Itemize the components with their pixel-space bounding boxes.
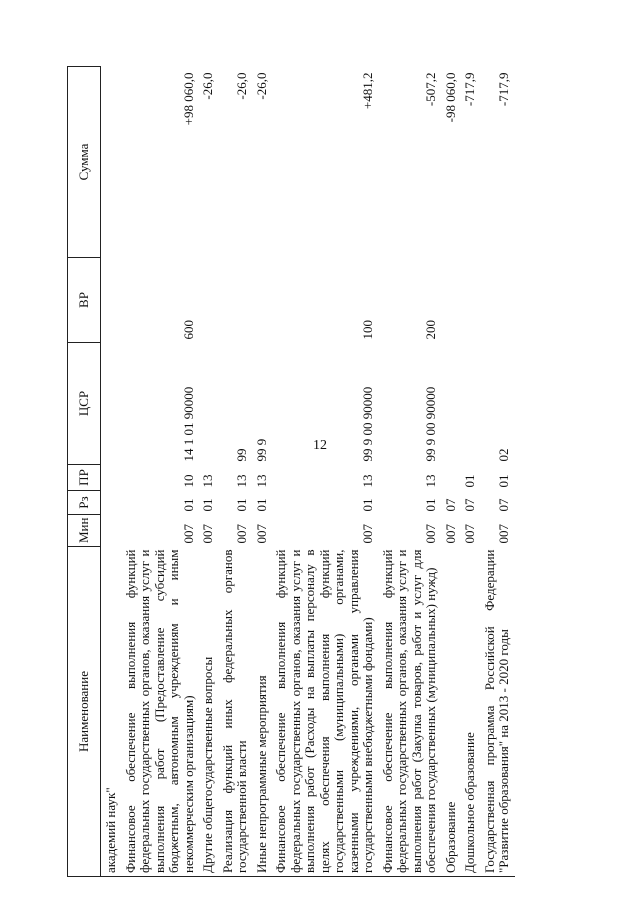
row-vr xyxy=(199,258,219,343)
row-name: Реализация функций иных федеральных органов государственной власти xyxy=(219,547,253,877)
header-sum: Сумма xyxy=(68,67,101,258)
header-row xyxy=(68,67,101,877)
rotated-budget-table xyxy=(67,67,597,877)
header-pr: ПР xyxy=(68,465,101,491)
row-sum: -717,9 xyxy=(496,72,511,107)
row-vr: 600 xyxy=(180,320,196,340)
row-sum: -26,0 xyxy=(234,72,249,100)
table-row xyxy=(379,67,442,877)
row-vr xyxy=(442,258,462,343)
row-sum: -98 060,0 xyxy=(442,72,458,123)
budget-table xyxy=(67,66,515,877)
header-vr: ВР xyxy=(68,258,101,343)
row-csr: 99 9 xyxy=(253,438,269,462)
row-vr: 200 xyxy=(423,320,438,340)
row-sum: +481,2 xyxy=(360,72,375,110)
row-sum: +98 060,0 xyxy=(180,72,196,126)
row-min: 007 xyxy=(253,524,269,544)
row-vr xyxy=(101,258,122,343)
row-sum: -717,9 xyxy=(462,72,477,107)
header-csr: ЦСР xyxy=(68,343,101,465)
row-csr: 02 xyxy=(496,448,511,462)
row-rz: 07 xyxy=(442,498,458,512)
row-vr: 100 xyxy=(360,320,375,340)
row-name: Другие общегосударственные вопросы xyxy=(199,547,219,877)
row-min: 007 xyxy=(200,524,215,544)
row-pr: 13 xyxy=(253,474,269,488)
row-name: Государственная программа Российской Федерации "Развитие образования" на 2013 - 2020 годы xyxy=(481,547,515,877)
row-csr: 99 xyxy=(234,448,249,462)
row-pr: 13 xyxy=(360,474,375,488)
row-min: 007 xyxy=(360,524,375,544)
row-rz: 01 xyxy=(253,498,269,512)
row-sum: -507,2 xyxy=(423,72,438,107)
table-row xyxy=(481,67,515,877)
row-pr: 01 xyxy=(462,474,477,488)
row-min: 007 xyxy=(180,524,196,544)
row-name: Иные непрограммные мероприятия xyxy=(253,547,273,877)
row-pr: 13 xyxy=(200,474,215,488)
header-min: Мин xyxy=(68,515,101,547)
row-pr: 13 xyxy=(234,474,249,488)
row-vr xyxy=(253,258,273,343)
row-name: Финансовое обеспечение выполнения функций федеральных государственных органов, оказания услуг и выполнения работ (Расходы на выплаты персоналу в целях обеспечения выполнения функций государственными (муниципальными) органами, казенными учреждениями, органами управления государственными внебюджетными фондами) xyxy=(272,547,379,877)
row-csr: 14 1 01 90000 xyxy=(180,386,196,462)
row-rz: 01 xyxy=(234,498,249,512)
row-rz: 01 xyxy=(180,498,196,512)
row-vr xyxy=(461,258,481,343)
row-min xyxy=(101,515,122,547)
row-min: 007 xyxy=(442,524,458,544)
row-rz: 01 xyxy=(423,498,438,512)
row-csr: 99 9 00 90000 xyxy=(360,386,375,462)
row-csr xyxy=(461,343,481,465)
row-name: Финансовое обеспечение выполнения функций федеральных государственных органов, оказания услуг и выполнения работ (Предоставление субсидий бюджетным, автономным учреждениям и иным некоммерческим организациям) xyxy=(122,547,200,877)
row-pr: 10 xyxy=(180,474,196,488)
table-row xyxy=(101,67,122,877)
header-rz: Рз xyxy=(68,491,101,515)
table-row xyxy=(272,67,379,877)
row-csr xyxy=(199,343,219,465)
row-name: Финансовое обеспечение выполнения функций федеральных государственных органов, оказания услуг и выполнения работ (Закупка товаров, работ и услуг для обеспечения государственных (муниципальных) нужд) xyxy=(379,547,442,877)
table-row xyxy=(122,67,200,877)
row-csr xyxy=(101,343,122,465)
table-row xyxy=(461,67,481,877)
row-name: академий наук" xyxy=(101,547,122,877)
row-min: 007 xyxy=(234,524,249,544)
row-min: 007 xyxy=(496,524,511,544)
row-sum: -26,0 xyxy=(200,72,215,100)
row-csr: 99 9 00 90000 xyxy=(423,386,438,462)
row-pr xyxy=(101,465,122,491)
row-vr xyxy=(481,258,515,343)
table-row xyxy=(253,67,273,877)
row-sum xyxy=(101,67,122,258)
row-name: Дошкольное образование xyxy=(461,547,481,877)
table-row xyxy=(199,67,219,877)
row-csr xyxy=(442,343,462,465)
row-rz: 01 xyxy=(360,498,375,512)
row-rz: 07 xyxy=(462,498,477,512)
row-rz xyxy=(101,491,122,515)
row-vr xyxy=(219,258,253,343)
row-sum: -26,0 xyxy=(253,72,269,100)
table-row xyxy=(442,67,462,877)
header-name: Наименование xyxy=(68,547,101,877)
row-min: 007 xyxy=(462,524,477,544)
table-row xyxy=(219,67,253,877)
row-pr: 13 xyxy=(423,474,438,488)
row-pr xyxy=(442,465,462,491)
row-name: Образование xyxy=(442,547,462,877)
row-pr: 01 xyxy=(496,474,511,488)
row-rz: 07 xyxy=(496,498,511,512)
row-min: 007 xyxy=(423,524,438,544)
row-rz: 01 xyxy=(200,498,215,512)
page-number-text: 12 xyxy=(313,438,327,453)
